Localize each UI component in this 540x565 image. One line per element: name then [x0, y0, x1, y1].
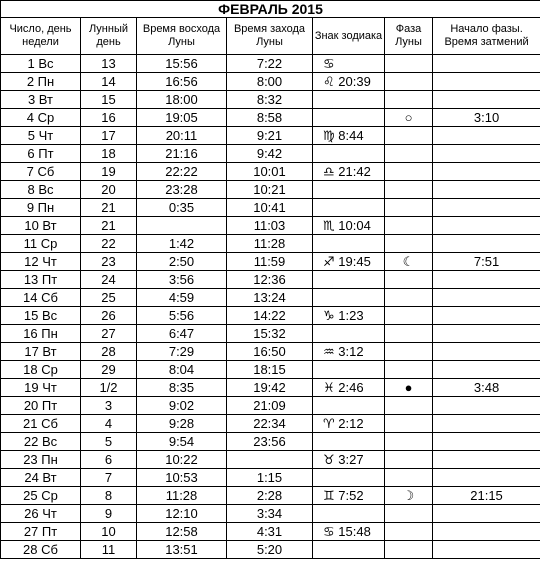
- cell-moonset: 16:50: [227, 343, 313, 361]
- cell-zodiac: [313, 361, 385, 379]
- cell-lunar-day: 16: [81, 109, 137, 127]
- table-row: [1, 109, 540, 127]
- cell-moonset: [227, 451, 313, 469]
- cell-phase-time: [433, 343, 540, 361]
- cell-phase-time: [433, 307, 540, 325]
- cell-zodiac: ♓ 2:46: [313, 379, 385, 397]
- cell-zodiac: ♌ 20:39: [313, 73, 385, 91]
- cell-lunar-day: 27: [81, 325, 137, 343]
- cell-phase: [385, 523, 433, 541]
- cell-date: 16 Пн: [1, 325, 81, 343]
- cell-lunar-day: 4: [81, 415, 137, 433]
- cell-zodiac: ♈ 2:12: [313, 415, 385, 433]
- cell-moonset: 15:32: [227, 325, 313, 343]
- cell-phase-time: [433, 163, 540, 181]
- cell-phase-time: [433, 73, 540, 91]
- cell-lunar-day: 3: [81, 397, 137, 415]
- cell-phase-time: [433, 325, 540, 343]
- cell-date: 9 Пн: [1, 199, 81, 217]
- cell-phase: [385, 415, 433, 433]
- cell-moonrise: 23:28: [137, 181, 227, 199]
- cell-moonset: 10:21: [227, 181, 313, 199]
- cell-moonrise: 3:56: [137, 271, 227, 289]
- cell-lunar-day: 26: [81, 307, 137, 325]
- cell-date: 8 Вс: [1, 181, 81, 199]
- cell-phase: [385, 289, 433, 307]
- cell-phase: [385, 361, 433, 379]
- cell-moonset: 8:00: [227, 73, 313, 91]
- table-row: [1, 217, 540, 235]
- col-header-phase: Фаза Луны: [385, 18, 433, 55]
- cell-moonset: 9:42: [227, 145, 313, 163]
- cell-phase-time: [433, 361, 540, 379]
- cell-lunar-day: 20: [81, 181, 137, 199]
- cell-moonrise: 12:10: [137, 505, 227, 523]
- cell-lunar-day: 19: [81, 163, 137, 181]
- cell-zodiac: [313, 433, 385, 451]
- cell-phase-time: [433, 415, 540, 433]
- cell-moonset: 10:01: [227, 163, 313, 181]
- cell-zodiac: [313, 235, 385, 253]
- cell-date: 20 Пт: [1, 397, 81, 415]
- cell-phase-time: [433, 127, 540, 145]
- table-row: [1, 541, 540, 559]
- table-row: [1, 505, 540, 523]
- cell-zodiac: ♍ 8:44: [313, 127, 385, 145]
- cell-moonrise: 22:22: [137, 163, 227, 181]
- table-row: [1, 55, 540, 73]
- cell-moonset: 18:15: [227, 361, 313, 379]
- cell-phase-time: 7:51: [433, 253, 540, 271]
- cell-moonrise: 21:16: [137, 145, 227, 163]
- col-header-moonrise: Время восхода Луны: [137, 18, 227, 55]
- cell-lunar-day: 10: [81, 523, 137, 541]
- cell-moonrise: [137, 217, 227, 235]
- table-row: [1, 235, 540, 253]
- cell-date: 15 Вс: [1, 307, 81, 325]
- cell-moonset: 21:09: [227, 397, 313, 415]
- table-row: [1, 325, 540, 343]
- cell-phase: [385, 451, 433, 469]
- cell-zodiac: ♋ 15:48: [313, 523, 385, 541]
- cell-phase: [385, 343, 433, 361]
- cell-lunar-day: 17: [81, 127, 137, 145]
- cell-phase-time: [433, 541, 540, 559]
- cell-zodiac: [313, 541, 385, 559]
- cell-moonrise: 0:35: [137, 199, 227, 217]
- cell-moonset: 9:21: [227, 127, 313, 145]
- cell-phase: ☽: [385, 487, 433, 505]
- col-header-zodiac: Знак зодиака: [313, 18, 385, 55]
- cell-lunar-day: 23: [81, 253, 137, 271]
- cell-lunar-day: 25: [81, 289, 137, 307]
- cell-phase-time: 21:15: [433, 487, 540, 505]
- cell-moonset: 1:15: [227, 469, 313, 487]
- cell-phase: [385, 55, 433, 73]
- cell-phase: [385, 199, 433, 217]
- cell-phase-time: [433, 469, 540, 487]
- cell-phase: [385, 325, 433, 343]
- cell-phase: [385, 127, 433, 145]
- cell-zodiac: ♋: [313, 55, 385, 73]
- cell-date: 19 Чт: [1, 379, 81, 397]
- cell-zodiac: [313, 289, 385, 307]
- cell-moonrise: 18:00: [137, 91, 227, 109]
- table-row: [1, 397, 540, 415]
- table-row: [1, 91, 540, 109]
- table-row: [1, 469, 540, 487]
- cell-moonrise: 11:28: [137, 487, 227, 505]
- cell-zodiac: ♑ 1:23: [313, 307, 385, 325]
- cell-phase-time: [433, 397, 540, 415]
- cell-phase: [385, 163, 433, 181]
- cell-date: 24 Вт: [1, 469, 81, 487]
- cell-zodiac: ♉ 3:27: [313, 451, 385, 469]
- cell-phase-time: [433, 181, 540, 199]
- cell-moonset: 10:41: [227, 199, 313, 217]
- table-row: [1, 289, 540, 307]
- cell-zodiac: ♏ 10:04: [313, 217, 385, 235]
- cell-moonrise: 20:11: [137, 127, 227, 145]
- cell-moonset: 23:56: [227, 433, 313, 451]
- table-row: [1, 433, 540, 451]
- cell-zodiac: [313, 505, 385, 523]
- table-row: [1, 145, 540, 163]
- cell-moonrise: 12:58: [137, 523, 227, 541]
- cell-phase-time: [433, 523, 540, 541]
- cell-moonset: 8:32: [227, 91, 313, 109]
- cell-moonrise: 19:05: [137, 109, 227, 127]
- col-header-moonset: Время захода Луны: [227, 18, 313, 55]
- cell-lunar-day: 21: [81, 217, 137, 235]
- cell-lunar-day: 9: [81, 505, 137, 523]
- cell-lunar-day: 29: [81, 361, 137, 379]
- cell-moonrise: 16:56: [137, 73, 227, 91]
- cell-zodiac: [313, 181, 385, 199]
- col-header-lunar-day: Лунный день: [81, 18, 137, 55]
- cell-phase: [385, 181, 433, 199]
- cell-phase-time: [433, 505, 540, 523]
- cell-moonrise: 10:53: [137, 469, 227, 487]
- cell-date: 12 Чт: [1, 253, 81, 271]
- cell-date: 11 Ср: [1, 235, 81, 253]
- cell-phase-time: [433, 289, 540, 307]
- cell-zodiac: [313, 325, 385, 343]
- cell-date: 28 Сб: [1, 541, 81, 559]
- cell-phase: ☾: [385, 253, 433, 271]
- cell-phase-time: [433, 91, 540, 109]
- cell-lunar-day: 6: [81, 451, 137, 469]
- cell-lunar-day: 7: [81, 469, 137, 487]
- cell-moonset: 8:58: [227, 109, 313, 127]
- cell-date: 18 Ср: [1, 361, 81, 379]
- cell-phase: [385, 433, 433, 451]
- cell-zodiac: [313, 271, 385, 289]
- cell-phase: ○: [385, 109, 433, 127]
- cell-phase: [385, 505, 433, 523]
- cell-moonrise: 8:35: [137, 379, 227, 397]
- cell-moonrise: 9:28: [137, 415, 227, 433]
- cell-zodiac: ♎ 21:42: [313, 163, 385, 181]
- cell-moonset: 22:34: [227, 415, 313, 433]
- cell-phase: [385, 271, 433, 289]
- cell-zodiac: [313, 91, 385, 109]
- cell-phase: [385, 307, 433, 325]
- table-row: [1, 163, 540, 181]
- table-row: [1, 379, 540, 397]
- cell-moonset: 3:34: [227, 505, 313, 523]
- cell-zodiac: ♐ 19:45: [313, 253, 385, 271]
- cell-phase: [385, 235, 433, 253]
- cell-date: 26 Чт: [1, 505, 81, 523]
- cell-moonrise: 15:56: [137, 55, 227, 73]
- cell-lunar-day: 24: [81, 271, 137, 289]
- cell-zodiac: ♒ 3:12: [313, 343, 385, 361]
- cell-moonrise: 2:50: [137, 253, 227, 271]
- cell-phase: [385, 397, 433, 415]
- col-header-phase-time: Начало фазы. Время затмений: [433, 18, 540, 55]
- cell-phase: [385, 91, 433, 109]
- cell-zodiac: [313, 199, 385, 217]
- cell-zodiac: [313, 145, 385, 163]
- cell-phase: [385, 217, 433, 235]
- cell-date: 14 Сб: [1, 289, 81, 307]
- cell-moonrise: 5:56: [137, 307, 227, 325]
- table-row: [1, 307, 540, 325]
- cell-date: 17 Вт: [1, 343, 81, 361]
- cell-lunar-day: 22: [81, 235, 137, 253]
- cell-date: 21 Сб: [1, 415, 81, 433]
- cell-moonset: 12:36: [227, 271, 313, 289]
- cell-phase-time: 3:10: [433, 109, 540, 127]
- table-row: [1, 271, 540, 289]
- cell-moonset: 11:28: [227, 235, 313, 253]
- cell-date: 7 Сб: [1, 163, 81, 181]
- cell-moonrise: 9:02: [137, 397, 227, 415]
- cell-date: 1 Вс: [1, 55, 81, 73]
- cell-lunar-day: 1/2: [81, 379, 137, 397]
- table-row: [1, 253, 540, 271]
- cell-lunar-day: 5: [81, 433, 137, 451]
- cell-date: 13 Пт: [1, 271, 81, 289]
- cell-zodiac: [313, 109, 385, 127]
- cell-date: 6 Пт: [1, 145, 81, 163]
- cell-date: 10 Вт: [1, 217, 81, 235]
- cell-phase: [385, 145, 433, 163]
- cell-date: 5 Чт: [1, 127, 81, 145]
- cell-date: 2 Пн: [1, 73, 81, 91]
- cell-lunar-day: 21: [81, 199, 137, 217]
- cell-date: 3 Вт: [1, 91, 81, 109]
- cell-moonset: 19:42: [227, 379, 313, 397]
- table-row: [1, 361, 540, 379]
- cell-moonset: 11:03: [227, 217, 313, 235]
- cell-zodiac: [313, 397, 385, 415]
- table-row: [1, 451, 540, 469]
- cell-moonset: 7:22: [227, 55, 313, 73]
- cell-moonrise: 7:29: [137, 343, 227, 361]
- table-row: [1, 487, 540, 505]
- cell-date: 27 Пт: [1, 523, 81, 541]
- cell-lunar-day: 18: [81, 145, 137, 163]
- cell-moonrise: 10:22: [137, 451, 227, 469]
- table-row: [1, 415, 540, 433]
- cell-lunar-day: 14: [81, 73, 137, 91]
- cell-moonset: 13:24: [227, 289, 313, 307]
- cell-moonset: 14:22: [227, 307, 313, 325]
- cell-lunar-day: 11: [81, 541, 137, 559]
- cell-phase-time: [433, 199, 540, 217]
- cell-moonset: 5:20: [227, 541, 313, 559]
- cell-phase-time: [433, 433, 540, 451]
- cell-phase-time: [433, 145, 540, 163]
- cell-zodiac: [313, 469, 385, 487]
- cell-moonrise: 1:42: [137, 235, 227, 253]
- cell-date: 22 Вс: [1, 433, 81, 451]
- cell-moonrise: 13:51: [137, 541, 227, 559]
- cell-lunar-day: 28: [81, 343, 137, 361]
- cell-lunar-day: 8: [81, 487, 137, 505]
- cell-phase: [385, 73, 433, 91]
- cell-moonset: 2:28: [227, 487, 313, 505]
- cell-moonset: 4:31: [227, 523, 313, 541]
- cell-phase-time: [433, 55, 540, 73]
- table-title: ФЕВРАЛЬ 2015: [1, 1, 540, 18]
- cell-date: 25 Ср: [1, 487, 81, 505]
- table-row: [1, 199, 540, 217]
- cell-date: 4 Ср: [1, 109, 81, 127]
- cell-lunar-day: 13: [81, 55, 137, 73]
- cell-moonrise: 4:59: [137, 289, 227, 307]
- table-row: [1, 523, 540, 541]
- table-row: [1, 343, 540, 361]
- cell-phase-time: [433, 217, 540, 235]
- cell-moonrise: 8:04: [137, 361, 227, 379]
- cell-phase-time: [433, 451, 540, 469]
- cell-zodiac: ♊ 7:52: [313, 487, 385, 505]
- cell-phase-time: 3:48: [433, 379, 540, 397]
- cell-date: 23 Пн: [1, 451, 81, 469]
- cell-moonrise: 6:47: [137, 325, 227, 343]
- cell-phase-time: [433, 235, 540, 253]
- table-row: [1, 181, 540, 199]
- table-row: [1, 127, 540, 145]
- cell-moonrise: 9:54: [137, 433, 227, 451]
- table-row: [1, 73, 540, 91]
- col-header-date: Число, день недели: [1, 18, 81, 55]
- cell-phase: [385, 541, 433, 559]
- cell-moonset: 11:59: [227, 253, 313, 271]
- cell-phase: [385, 469, 433, 487]
- cell-phase-time: [433, 271, 540, 289]
- cell-phase: ●: [385, 379, 433, 397]
- cell-lunar-day: 15: [81, 91, 137, 109]
